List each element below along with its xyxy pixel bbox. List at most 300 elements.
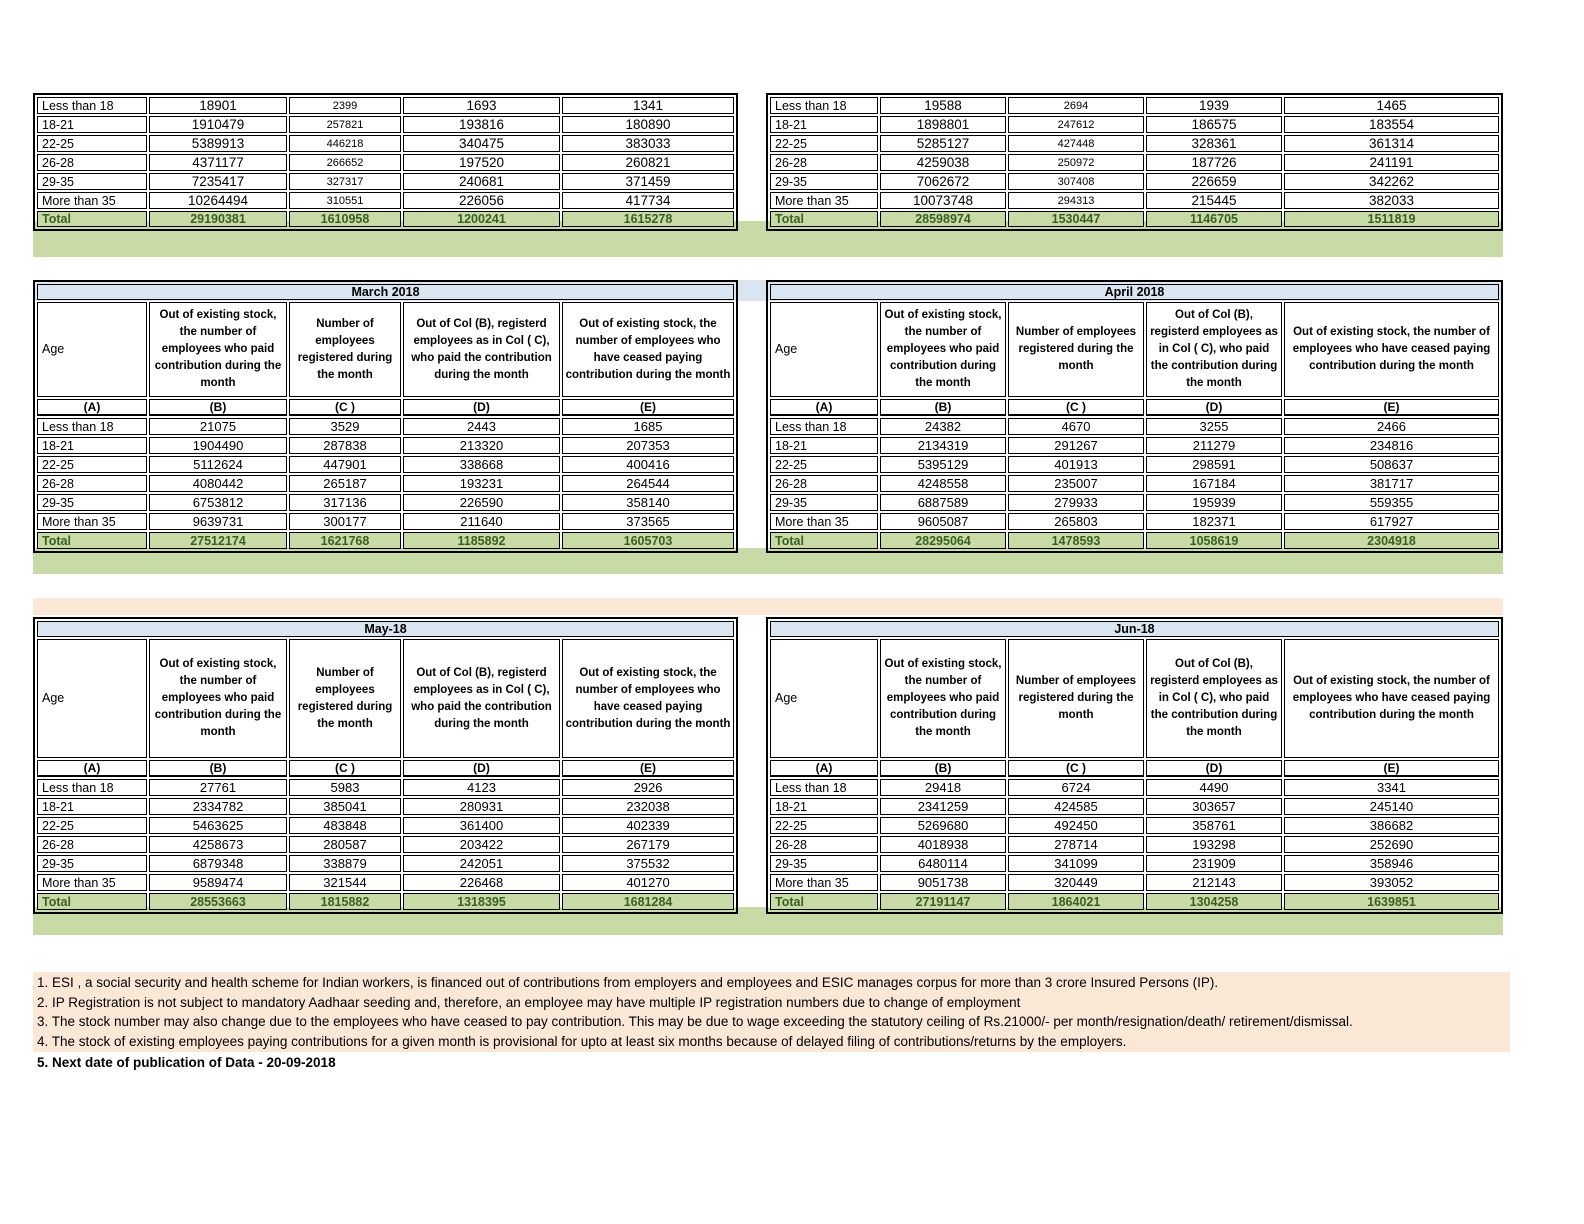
col-b-header: Out of existing stock, the number of employees who paid contribution during the month bbox=[880, 639, 1006, 758]
value-cell: 240681 bbox=[403, 173, 560, 190]
col-c-header: Number of employees registered during the month bbox=[289, 302, 401, 397]
table-row bbox=[770, 513, 1499, 530]
value-cell: 1639851 bbox=[1284, 893, 1499, 910]
value-cell: 29418 bbox=[880, 779, 1006, 796]
value-cell: 280587 bbox=[289, 836, 401, 853]
value-cell: 320449 bbox=[1008, 874, 1144, 891]
value-cell: 5285127 bbox=[880, 135, 1006, 152]
value-cell: 3529 bbox=[289, 418, 401, 435]
march-2018-table bbox=[33, 280, 738, 553]
value-cell: 358140 bbox=[562, 494, 734, 511]
value-cell: 6480114 bbox=[880, 855, 1006, 872]
age-header: Age bbox=[770, 302, 878, 397]
value-cell: 1904490 bbox=[149, 437, 287, 454]
value-cell: 28598974 bbox=[880, 211, 1006, 227]
row-label-cell: 26-28 bbox=[770, 836, 878, 853]
value-cell: 6724 bbox=[1008, 779, 1144, 796]
value-cell: 3255 bbox=[1146, 418, 1282, 435]
value-cell: 446218 bbox=[289, 135, 401, 152]
table-row bbox=[37, 855, 734, 872]
value-cell: 215445 bbox=[1146, 192, 1282, 209]
value-cell: 280931 bbox=[403, 798, 560, 815]
value-cell: 267179 bbox=[562, 836, 734, 853]
value-cell: 24382 bbox=[880, 418, 1006, 435]
value-cell: 338879 bbox=[289, 855, 401, 872]
row-label-cell: More than 35 bbox=[37, 192, 147, 209]
value-cell: 508637 bbox=[1284, 456, 1499, 473]
value-cell: 375532 bbox=[562, 855, 734, 872]
value-cell: 358946 bbox=[1284, 855, 1499, 872]
value-cell: 358761 bbox=[1146, 817, 1282, 834]
month-title: April 2018 bbox=[770, 284, 1499, 300]
value-cell: 4490 bbox=[1146, 779, 1282, 796]
col-b-header: Out of existing stock, the number of employees who paid contribution during the month bbox=[880, 302, 1006, 397]
col-c-header: Number of employees registered during the month bbox=[289, 639, 401, 758]
col-letter-e: (E) bbox=[1284, 399, 1499, 416]
table-row bbox=[770, 817, 1499, 834]
value-cell: 266652 bbox=[289, 154, 401, 171]
col-letter-e: (E) bbox=[1284, 760, 1499, 777]
value-cell: 242051 bbox=[403, 855, 560, 872]
value-cell: 2399 bbox=[289, 97, 401, 114]
value-cell: 385041 bbox=[289, 798, 401, 815]
value-cell: 1621768 bbox=[289, 532, 401, 549]
table-row bbox=[770, 437, 1499, 454]
june-2018-table bbox=[766, 617, 1503, 914]
table-row bbox=[770, 173, 1499, 190]
value-cell: 211279 bbox=[1146, 437, 1282, 454]
value-cell: 186575 bbox=[1146, 116, 1282, 133]
value-cell: 402339 bbox=[562, 817, 734, 834]
row-label-cell: 29-35 bbox=[770, 173, 878, 190]
row-label-cell: Total bbox=[770, 532, 878, 549]
row-label-cell: 26-28 bbox=[37, 475, 147, 492]
value-cell: 195939 bbox=[1146, 494, 1282, 511]
value-cell: 2443 bbox=[403, 418, 560, 435]
value-cell: 19588 bbox=[880, 97, 1006, 114]
total-row bbox=[37, 532, 734, 549]
value-cell: 5389913 bbox=[149, 135, 287, 152]
value-cell: 28295064 bbox=[880, 532, 1006, 549]
value-cell: 321544 bbox=[289, 874, 401, 891]
value-cell: 235007 bbox=[1008, 475, 1144, 492]
value-cell: 317136 bbox=[289, 494, 401, 511]
value-cell: 278714 bbox=[1008, 836, 1144, 853]
value-cell: 5983 bbox=[289, 779, 401, 796]
col-e-header: Out of existing stock, the number of employees who have ceased paying contribution during the month bbox=[562, 302, 734, 397]
value-cell: 1693 bbox=[403, 97, 560, 114]
row-label-cell: More than 35 bbox=[770, 192, 878, 209]
value-cell: 27761 bbox=[149, 779, 287, 796]
table-row bbox=[37, 779, 734, 796]
value-cell: 386682 bbox=[1284, 817, 1499, 834]
age-header: Age bbox=[770, 639, 878, 758]
value-cell: 2134319 bbox=[880, 437, 1006, 454]
value-cell: 1939 bbox=[1146, 97, 1282, 114]
table-row bbox=[770, 97, 1499, 114]
row-label-cell: 26-28 bbox=[770, 154, 878, 171]
value-cell: 5395129 bbox=[880, 456, 1006, 473]
total-row bbox=[37, 211, 734, 227]
row-label-cell: More than 35 bbox=[770, 874, 878, 891]
row-label-cell: 26-28 bbox=[37, 154, 147, 171]
value-cell: 483848 bbox=[289, 817, 401, 834]
value-cell: 2466 bbox=[1284, 418, 1499, 435]
value-cell: 265187 bbox=[289, 475, 401, 492]
row-label-cell: Less than 18 bbox=[770, 779, 878, 796]
value-cell: 1318395 bbox=[403, 893, 560, 910]
value-cell: 4123 bbox=[403, 779, 560, 796]
row-label-cell: 22-25 bbox=[770, 817, 878, 834]
value-cell: 1898801 bbox=[880, 116, 1006, 133]
value-cell: 1610958 bbox=[289, 211, 401, 227]
value-cell: 28553663 bbox=[149, 893, 287, 910]
col-letter-c: (C ) bbox=[289, 760, 401, 777]
table-row bbox=[770, 135, 1499, 152]
col-letter-a: (A) bbox=[770, 760, 878, 777]
table-row bbox=[770, 874, 1499, 891]
value-cell: 1304258 bbox=[1146, 893, 1282, 910]
value-cell: 226056 bbox=[403, 192, 560, 209]
value-cell: 1605703 bbox=[562, 532, 734, 549]
table-row bbox=[37, 494, 734, 511]
value-cell: 27191147 bbox=[880, 893, 1006, 910]
col-e-header: Out of existing stock, the number of employees who have ceased paying contribution during the month bbox=[1284, 639, 1499, 758]
value-cell: 310551 bbox=[289, 192, 401, 209]
table-row bbox=[37, 874, 734, 891]
row-label-cell: 18-21 bbox=[770, 798, 878, 815]
value-cell: 2926 bbox=[562, 779, 734, 796]
row-label-cell: Total bbox=[37, 211, 147, 227]
value-cell: 187726 bbox=[1146, 154, 1282, 171]
table-row bbox=[37, 456, 734, 473]
value-cell: 424585 bbox=[1008, 798, 1144, 815]
row-label-cell: 29-35 bbox=[37, 855, 147, 872]
col-d-header: Out of Col (B), registerd employees as in Col ( C), who paid the contribution during the month bbox=[403, 302, 560, 397]
col-letter-b: (B) bbox=[880, 760, 1006, 777]
row-label-cell: 29-35 bbox=[37, 494, 147, 511]
value-cell: 303657 bbox=[1146, 798, 1282, 815]
table-row bbox=[37, 97, 734, 114]
row-label-cell: 18-21 bbox=[770, 116, 878, 133]
value-cell: 6879348 bbox=[149, 855, 287, 872]
value-cell: 279933 bbox=[1008, 494, 1144, 511]
table-row bbox=[770, 418, 1499, 435]
value-cell: 401913 bbox=[1008, 456, 1144, 473]
value-cell: 252690 bbox=[1284, 836, 1499, 853]
table-row bbox=[770, 494, 1499, 511]
col-c-header: Number of employees registered during the month bbox=[1008, 302, 1144, 397]
value-cell: 257821 bbox=[289, 116, 401, 133]
value-cell: 1478593 bbox=[1008, 532, 1144, 549]
value-cell: 5269680 bbox=[880, 817, 1006, 834]
value-cell: 401270 bbox=[562, 874, 734, 891]
total-row bbox=[37, 893, 734, 910]
value-cell: 18901 bbox=[149, 97, 287, 114]
footnotes bbox=[33, 972, 1510, 1073]
value-cell: 1185892 bbox=[403, 532, 560, 549]
table-row bbox=[770, 116, 1499, 133]
col-letter-c: (C ) bbox=[1008, 760, 1144, 777]
table-row bbox=[37, 437, 734, 454]
row-label-cell: Total bbox=[37, 532, 147, 549]
table-row bbox=[37, 513, 734, 530]
value-cell: 7062672 bbox=[880, 173, 1006, 190]
value-cell: 373565 bbox=[562, 513, 734, 530]
value-cell: 1681284 bbox=[562, 893, 734, 910]
value-cell: 327317 bbox=[289, 173, 401, 190]
value-cell: 4371177 bbox=[149, 154, 287, 171]
value-cell: 9589474 bbox=[149, 874, 287, 891]
col-d-header: Out of Col (B), registerd employees as in Col ( C), who paid the contribution during the month bbox=[1146, 302, 1282, 397]
value-cell: 4248558 bbox=[880, 475, 1006, 492]
col-e-header: Out of existing stock, the number of employees who have ceased paying contribution during the month bbox=[1284, 302, 1499, 397]
row-label-cell: 26-28 bbox=[37, 836, 147, 853]
value-cell: 10073748 bbox=[880, 192, 1006, 209]
value-cell: 212143 bbox=[1146, 874, 1282, 891]
row-label-cell: More than 35 bbox=[37, 874, 147, 891]
value-cell: 328361 bbox=[1146, 135, 1282, 152]
month-title: Jun-18 bbox=[770, 621, 1499, 637]
value-cell: 1058619 bbox=[1146, 532, 1282, 549]
month-title: March 2018 bbox=[37, 284, 734, 300]
value-cell: 371459 bbox=[562, 173, 734, 190]
value-cell: 9051738 bbox=[880, 874, 1006, 891]
value-cell: 167184 bbox=[1146, 475, 1282, 492]
col-c-header: Number of employees registered during the month bbox=[1008, 639, 1144, 758]
value-cell: 361400 bbox=[403, 817, 560, 834]
value-cell: 245140 bbox=[1284, 798, 1499, 815]
value-cell: 4670 bbox=[1008, 418, 1144, 435]
value-cell: 447901 bbox=[289, 456, 401, 473]
value-cell: 6753812 bbox=[149, 494, 287, 511]
value-cell: 1511819 bbox=[1284, 211, 1499, 227]
value-cell: 4018938 bbox=[880, 836, 1006, 853]
col-e-header: Out of existing stock, the number of employees who have ceased paying contribution during the month bbox=[562, 639, 734, 758]
table-row bbox=[37, 192, 734, 209]
value-cell: 207353 bbox=[562, 437, 734, 454]
col-letter-e: (E) bbox=[562, 399, 734, 416]
row-label-cell: 18-21 bbox=[37, 437, 147, 454]
value-cell: 1200241 bbox=[403, 211, 560, 227]
row-label-cell: Less than 18 bbox=[37, 418, 147, 435]
note-5: 5. Next date of publication of Data - 20-09-2018 bbox=[37, 1055, 336, 1070]
value-cell: 226468 bbox=[403, 874, 560, 891]
col-letter-d: (D) bbox=[403, 399, 560, 416]
value-cell: 340475 bbox=[403, 135, 560, 152]
row-label-cell: 29-35 bbox=[37, 173, 147, 190]
table-row bbox=[770, 836, 1499, 853]
value-cell: 203422 bbox=[403, 836, 560, 853]
row-label-cell: Less than 18 bbox=[770, 97, 878, 114]
table-row bbox=[770, 456, 1499, 473]
col-letter-e: (E) bbox=[562, 760, 734, 777]
table-row bbox=[37, 418, 734, 435]
value-cell: 294313 bbox=[1008, 192, 1144, 209]
top-right-table bbox=[766, 93, 1503, 231]
note-2: 2. IP Registration is not subject to mandatory Aadhaar seeding and, therefore, an employee may have multiple IP registration numbers due to change of employment bbox=[37, 994, 1021, 1010]
table-row bbox=[770, 154, 1499, 171]
top-left-table bbox=[33, 93, 738, 231]
value-cell: 4259038 bbox=[880, 154, 1006, 171]
row-label-cell: Total bbox=[770, 211, 878, 227]
row-label-cell: 18-21 bbox=[37, 116, 147, 133]
total-row bbox=[770, 532, 1499, 549]
value-cell: 29190381 bbox=[149, 211, 287, 227]
row-label-cell: 29-35 bbox=[770, 494, 878, 511]
value-cell: 247612 bbox=[1008, 116, 1144, 133]
value-cell: 1615278 bbox=[562, 211, 734, 227]
value-cell: 2341259 bbox=[880, 798, 1006, 815]
row-label-cell: 18-21 bbox=[37, 798, 147, 815]
row-label-cell: More than 35 bbox=[37, 513, 147, 530]
value-cell: 382033 bbox=[1284, 192, 1499, 209]
value-cell: 393052 bbox=[1284, 874, 1499, 891]
table-row bbox=[37, 135, 734, 152]
april-2018-table bbox=[766, 280, 1503, 553]
col-b-header: Out of existing stock, the number of employees who paid contribution during the month bbox=[149, 302, 287, 397]
value-cell: 234816 bbox=[1284, 437, 1499, 454]
value-cell: 9639731 bbox=[149, 513, 287, 530]
value-cell: 6887589 bbox=[880, 494, 1006, 511]
month-title: May-18 bbox=[37, 621, 734, 637]
col-letter-a: (A) bbox=[37, 760, 147, 777]
col-letter-d: (D) bbox=[403, 760, 560, 777]
value-cell: 341099 bbox=[1008, 855, 1144, 872]
col-letter-c: (C ) bbox=[1008, 399, 1144, 416]
row-label-cell: 22-25 bbox=[770, 135, 878, 152]
table-row bbox=[37, 836, 734, 853]
row-label-cell: 22-25 bbox=[37, 135, 147, 152]
col-letter-a: (A) bbox=[37, 399, 147, 416]
col-d-header: Out of Col (B), registerd employees as in Col ( C), who paid the contribution during the month bbox=[1146, 639, 1282, 758]
row-label-cell: Total bbox=[37, 893, 147, 910]
value-cell: 264544 bbox=[562, 475, 734, 492]
value-cell: 265803 bbox=[1008, 513, 1144, 530]
value-cell: 250972 bbox=[1008, 154, 1144, 171]
value-cell: 27512174 bbox=[149, 532, 287, 549]
value-cell: 1910479 bbox=[149, 116, 287, 133]
value-cell: 307408 bbox=[1008, 173, 1144, 190]
table-row bbox=[770, 779, 1499, 796]
table-row bbox=[770, 798, 1499, 815]
value-cell: 180890 bbox=[562, 116, 734, 133]
value-cell: 241191 bbox=[1284, 154, 1499, 171]
value-cell: 5463625 bbox=[149, 817, 287, 834]
col-letter-d: (D) bbox=[1146, 760, 1282, 777]
col-letter-b: (B) bbox=[149, 760, 287, 777]
value-cell: 7235417 bbox=[149, 173, 287, 190]
value-cell: 287838 bbox=[289, 437, 401, 454]
value-cell: 383033 bbox=[562, 135, 734, 152]
note-3: 3. The stock number may also change due to the employees who have ceased to pay contribution. This may be due to wage exceeding the statutory ceiling of Rs.21000/- per month/resignation/death/ retirement/dismissal. bbox=[37, 1014, 1353, 1029]
table-row bbox=[37, 817, 734, 834]
value-cell: 260821 bbox=[562, 154, 734, 171]
value-cell: 193298 bbox=[1146, 836, 1282, 853]
value-cell: 2304918 bbox=[1284, 532, 1499, 549]
value-cell: 291267 bbox=[1008, 437, 1144, 454]
table-row bbox=[770, 475, 1499, 492]
col-letter-b: (B) bbox=[149, 399, 287, 416]
table-row bbox=[770, 192, 1499, 209]
value-cell: 298591 bbox=[1146, 456, 1282, 473]
value-cell: 1815882 bbox=[289, 893, 401, 910]
table-row bbox=[37, 475, 734, 492]
total-row bbox=[770, 893, 1499, 910]
total-row bbox=[770, 211, 1499, 227]
age-header: Age bbox=[37, 639, 147, 758]
value-cell: 381717 bbox=[1284, 475, 1499, 492]
value-cell: 338668 bbox=[403, 456, 560, 473]
value-cell: 1341 bbox=[562, 97, 734, 114]
value-cell: 342262 bbox=[1284, 173, 1499, 190]
value-cell: 1685 bbox=[562, 418, 734, 435]
value-cell: 2694 bbox=[1008, 97, 1144, 114]
col-letter-b: (B) bbox=[880, 399, 1006, 416]
value-cell: 417734 bbox=[562, 192, 734, 209]
value-cell: 213320 bbox=[403, 437, 560, 454]
value-cell: 1465 bbox=[1284, 97, 1499, 114]
may-2018-table bbox=[33, 617, 738, 914]
row-label-cell: 22-25 bbox=[37, 456, 147, 473]
value-cell: 10264494 bbox=[149, 192, 287, 209]
value-cell: 9605087 bbox=[880, 513, 1006, 530]
value-cell: 617927 bbox=[1284, 513, 1499, 530]
value-cell: 4258673 bbox=[149, 836, 287, 853]
col-letter-d: (D) bbox=[1146, 399, 1282, 416]
note-4: 4. The stock of existing employees paying contributions for a given month is provisional for upto at least six months because of delayed filing of contributions/returns by the employers. bbox=[37, 1033, 1127, 1049]
row-label-cell: 22-25 bbox=[770, 456, 878, 473]
row-label-cell: Less than 18 bbox=[37, 779, 147, 796]
value-cell: 182371 bbox=[1146, 513, 1282, 530]
value-cell: 5112624 bbox=[149, 456, 287, 473]
value-cell: 21075 bbox=[149, 418, 287, 435]
col-letter-a: (A) bbox=[770, 399, 878, 416]
value-cell: 427448 bbox=[1008, 135, 1144, 152]
value-cell: 1146705 bbox=[1146, 211, 1282, 227]
peach-band-may-jun bbox=[33, 598, 1503, 615]
value-cell: 361314 bbox=[1284, 135, 1499, 152]
table-row bbox=[37, 173, 734, 190]
table-row bbox=[770, 855, 1499, 872]
value-cell: 1530447 bbox=[1008, 211, 1144, 227]
row-label-cell: 22-25 bbox=[37, 817, 147, 834]
value-cell: 231909 bbox=[1146, 855, 1282, 872]
value-cell: 300177 bbox=[289, 513, 401, 530]
row-label-cell: Less than 18 bbox=[770, 418, 878, 435]
value-cell: 1864021 bbox=[1008, 893, 1144, 910]
value-cell: 211640 bbox=[403, 513, 560, 530]
row-label-cell: More than 35 bbox=[770, 513, 878, 530]
col-b-header: Out of existing stock, the number of employees who paid contribution during the month bbox=[149, 639, 287, 758]
age-header: Age bbox=[37, 302, 147, 397]
col-d-header: Out of Col (B), registerd employees as in Col ( C), who paid the contribution during the month bbox=[403, 639, 560, 758]
row-label-cell: 18-21 bbox=[770, 437, 878, 454]
value-cell: 226659 bbox=[1146, 173, 1282, 190]
value-cell: 226590 bbox=[403, 494, 560, 511]
value-cell: 232038 bbox=[562, 798, 734, 815]
table-row bbox=[37, 154, 734, 171]
value-cell: 400416 bbox=[562, 456, 734, 473]
footnotes-highlight bbox=[33, 972, 1510, 1052]
value-cell: 492450 bbox=[1008, 817, 1144, 834]
row-label-cell: 26-28 bbox=[770, 475, 878, 492]
value-cell: 2334782 bbox=[149, 798, 287, 815]
value-cell: 183554 bbox=[1284, 116, 1499, 133]
value-cell: 193816 bbox=[403, 116, 560, 133]
table-row bbox=[37, 116, 734, 133]
value-cell: 193231 bbox=[403, 475, 560, 492]
